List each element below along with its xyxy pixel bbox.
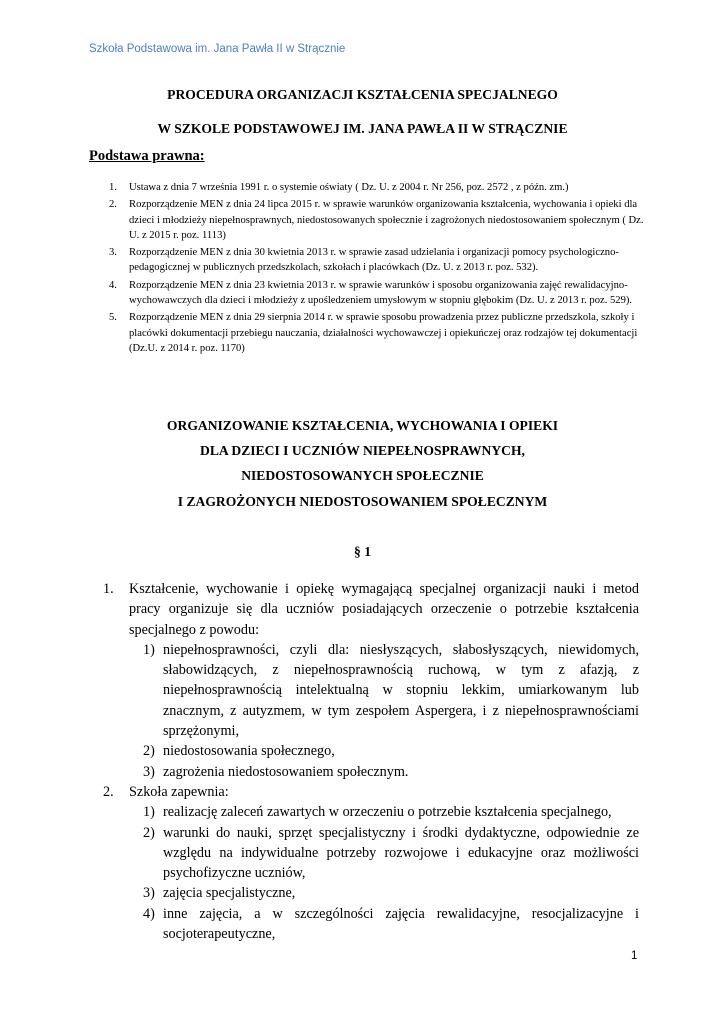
point-1 bbox=[89, 579, 639, 640]
paragraph-sign: § 1 bbox=[354, 544, 371, 559]
legal-basis-list bbox=[89, 180, 649, 358]
list-number: 5. bbox=[109, 312, 117, 324]
legal-basis-item bbox=[89, 310, 649, 356]
section-title-line-1: ORGANIZOWANIE KSZTAŁCENIA, WYCHOWANIA I OPIEKI bbox=[166, 418, 559, 433]
point-text: Szkoła zapewnia: bbox=[129, 783, 229, 800]
list-item-text: Rozporządzenie MEN z dnia 30 kwietnia 2013 r. w sprawie zasad udzielania i organizacji pomocy psychologiczno-pedagogicznej w publicznych przedszkolach, szkołach i placówkach (Dz. U. z 2013 r. poz. 532). bbox=[129, 247, 619, 274]
list-number: 1. bbox=[109, 182, 117, 193]
list-number: 4. bbox=[109, 279, 117, 291]
sub-point-number: 2) bbox=[143, 824, 155, 841]
legal-basis-item bbox=[89, 180, 649, 195]
page-number: 1 bbox=[631, 950, 638, 962]
list-number: 2. bbox=[109, 199, 117, 211]
list-item-text: Rozporządzenie MEN z dnia 24 lipca 2015 r. w sprawie warunków organizowania kształcenia, wychowania i opieki dla dzieci i młodzieży niepełnosprawnych, niedostosowanych społecznie i zagrożonych niedostosowaniem społecznym ( Dz. U. z 2015 r. poz. 1113) bbox=[129, 199, 644, 241]
list-item-text: Rozporządzenie MEN z dnia 29 sierpnia 2014 r. w sprawie sposobu prowadzenia przez publiczne przedszkola, szkoły i placówki dokumentacji przebiegu nauczania, działalności wychowawczej i opiekuńczej oraz rodzajów tej dokumentacji (Dz.U. z 2014 r. poz. 1170) bbox=[129, 312, 638, 354]
sub-point-text: niepełnosprawności, czyli dla: niesłyszących, słabosłyszących, niewidomych, słabowidzących, z niepełnosprawnością ruchową, w tym z afazją, z niepełnosprawnością intelektualną w stopniu lekkim, umiarkowanym lub znacznym, z autyzmem, w tym zespołem Aspergera, i z niepełnosprawnościami sprzężonymi, bbox=[163, 641, 639, 740]
sub-point-text: warunki do nauki, sprzęt specjalistyczny i środki dydaktyczne, odpowiednie ze względu na indywidualne potrzeby rozwojowe i edukacyjne oraz możliwości psychofizyczne uczniów, bbox=[163, 824, 639, 882]
sub-point bbox=[89, 762, 639, 782]
point-2 bbox=[89, 782, 639, 802]
sub-point-text: zajęcia specjalistyczne, bbox=[163, 885, 296, 902]
sub-point-text: inne zajęcia, a w szczególności zajęcia rewalidacyjne, resocjalizacyjne i socjoterapeutyczne, bbox=[163, 905, 639, 943]
sub-point bbox=[89, 640, 639, 741]
section-title-line-2: DLA DZIECI I UCZNIÓW NIEPEŁNOSPRAWNYCH, bbox=[200, 443, 525, 458]
sub-point-number: 3) bbox=[143, 885, 155, 902]
legal-basis-item bbox=[89, 197, 649, 243]
legal-basis-item bbox=[89, 245, 649, 276]
point-number: 2. bbox=[103, 783, 114, 800]
point-number: 1. bbox=[103, 581, 114, 597]
legal-basis-item bbox=[89, 278, 649, 309]
section-title-line-4: I ZAGROŻONYCH NIEDOSTOSOWANIEM SPOŁECZNYM bbox=[177, 494, 548, 509]
sub-point bbox=[89, 802, 639, 822]
sub-point-number: 4) bbox=[143, 905, 155, 922]
legal-basis-heading: Podstawa prawna: bbox=[89, 148, 205, 164]
sub-point-number: 2) bbox=[143, 743, 155, 760]
document-title-line-2: W SZKOLE PODSTAWOWEJ IM. JANA PAWŁA II W STRĄCZNIE bbox=[157, 121, 568, 136]
list-item-text: Ustawa z dnia 7 września 1991 r. o systemie oświaty ( Dz. U. z 2004 r. Nr 256, poz. 2572 , z późn. zm.) bbox=[129, 182, 569, 193]
list-item-text: Rozporządzenie MEN z dnia 23 kwietnia 2013 r. w sprawie warunków i sposobu organizowania zajęć rewalidacyjno-wychowawczych dla dzieci i młodzieży z upośledzeniem umysłowym w stopniu głębokim (Dz. U. z 2013 r. poz. 529). bbox=[129, 279, 633, 307]
sub-point-number: 3) bbox=[143, 763, 155, 780]
sub-point-text: realizację zaleceń zawartych w orzeczeniu o potrzebie kształcenia specjalnego, bbox=[163, 804, 612, 821]
sub-point bbox=[89, 741, 639, 761]
list-number: 3. bbox=[109, 247, 117, 259]
main-content bbox=[89, 579, 639, 944]
sub-point-number: 1) bbox=[143, 804, 155, 821]
section-title-line-3: NIEDOSTOSOWANYCH SPOŁECZNIE bbox=[241, 468, 484, 483]
sub-point bbox=[89, 904, 639, 945]
sub-point-number: 1) bbox=[143, 641, 155, 658]
sub-point bbox=[89, 883, 639, 903]
sub-point bbox=[89, 823, 639, 884]
document-title-line-1: PROCEDURA ORGANIZACJI KSZTAŁCENIA SPECJALNEGO bbox=[167, 87, 558, 102]
point-text: Kształcenie, wychowanie i opiekę wymagającą specjalnej organizacji nauki i metod pracy organizuje się dla uczniów posiadających orzeczenie o potrzebie kształcenia specjalnego z powodu: bbox=[129, 581, 639, 638]
page-header: Szkoła Podstawowa im. Jana Pawła II w Strącznie bbox=[89, 43, 346, 55]
sub-point-text: zagrożenia niedostosowaniem społecznym. bbox=[163, 763, 409, 780]
sub-point-text: niedostosowania społecznego, bbox=[163, 743, 335, 760]
